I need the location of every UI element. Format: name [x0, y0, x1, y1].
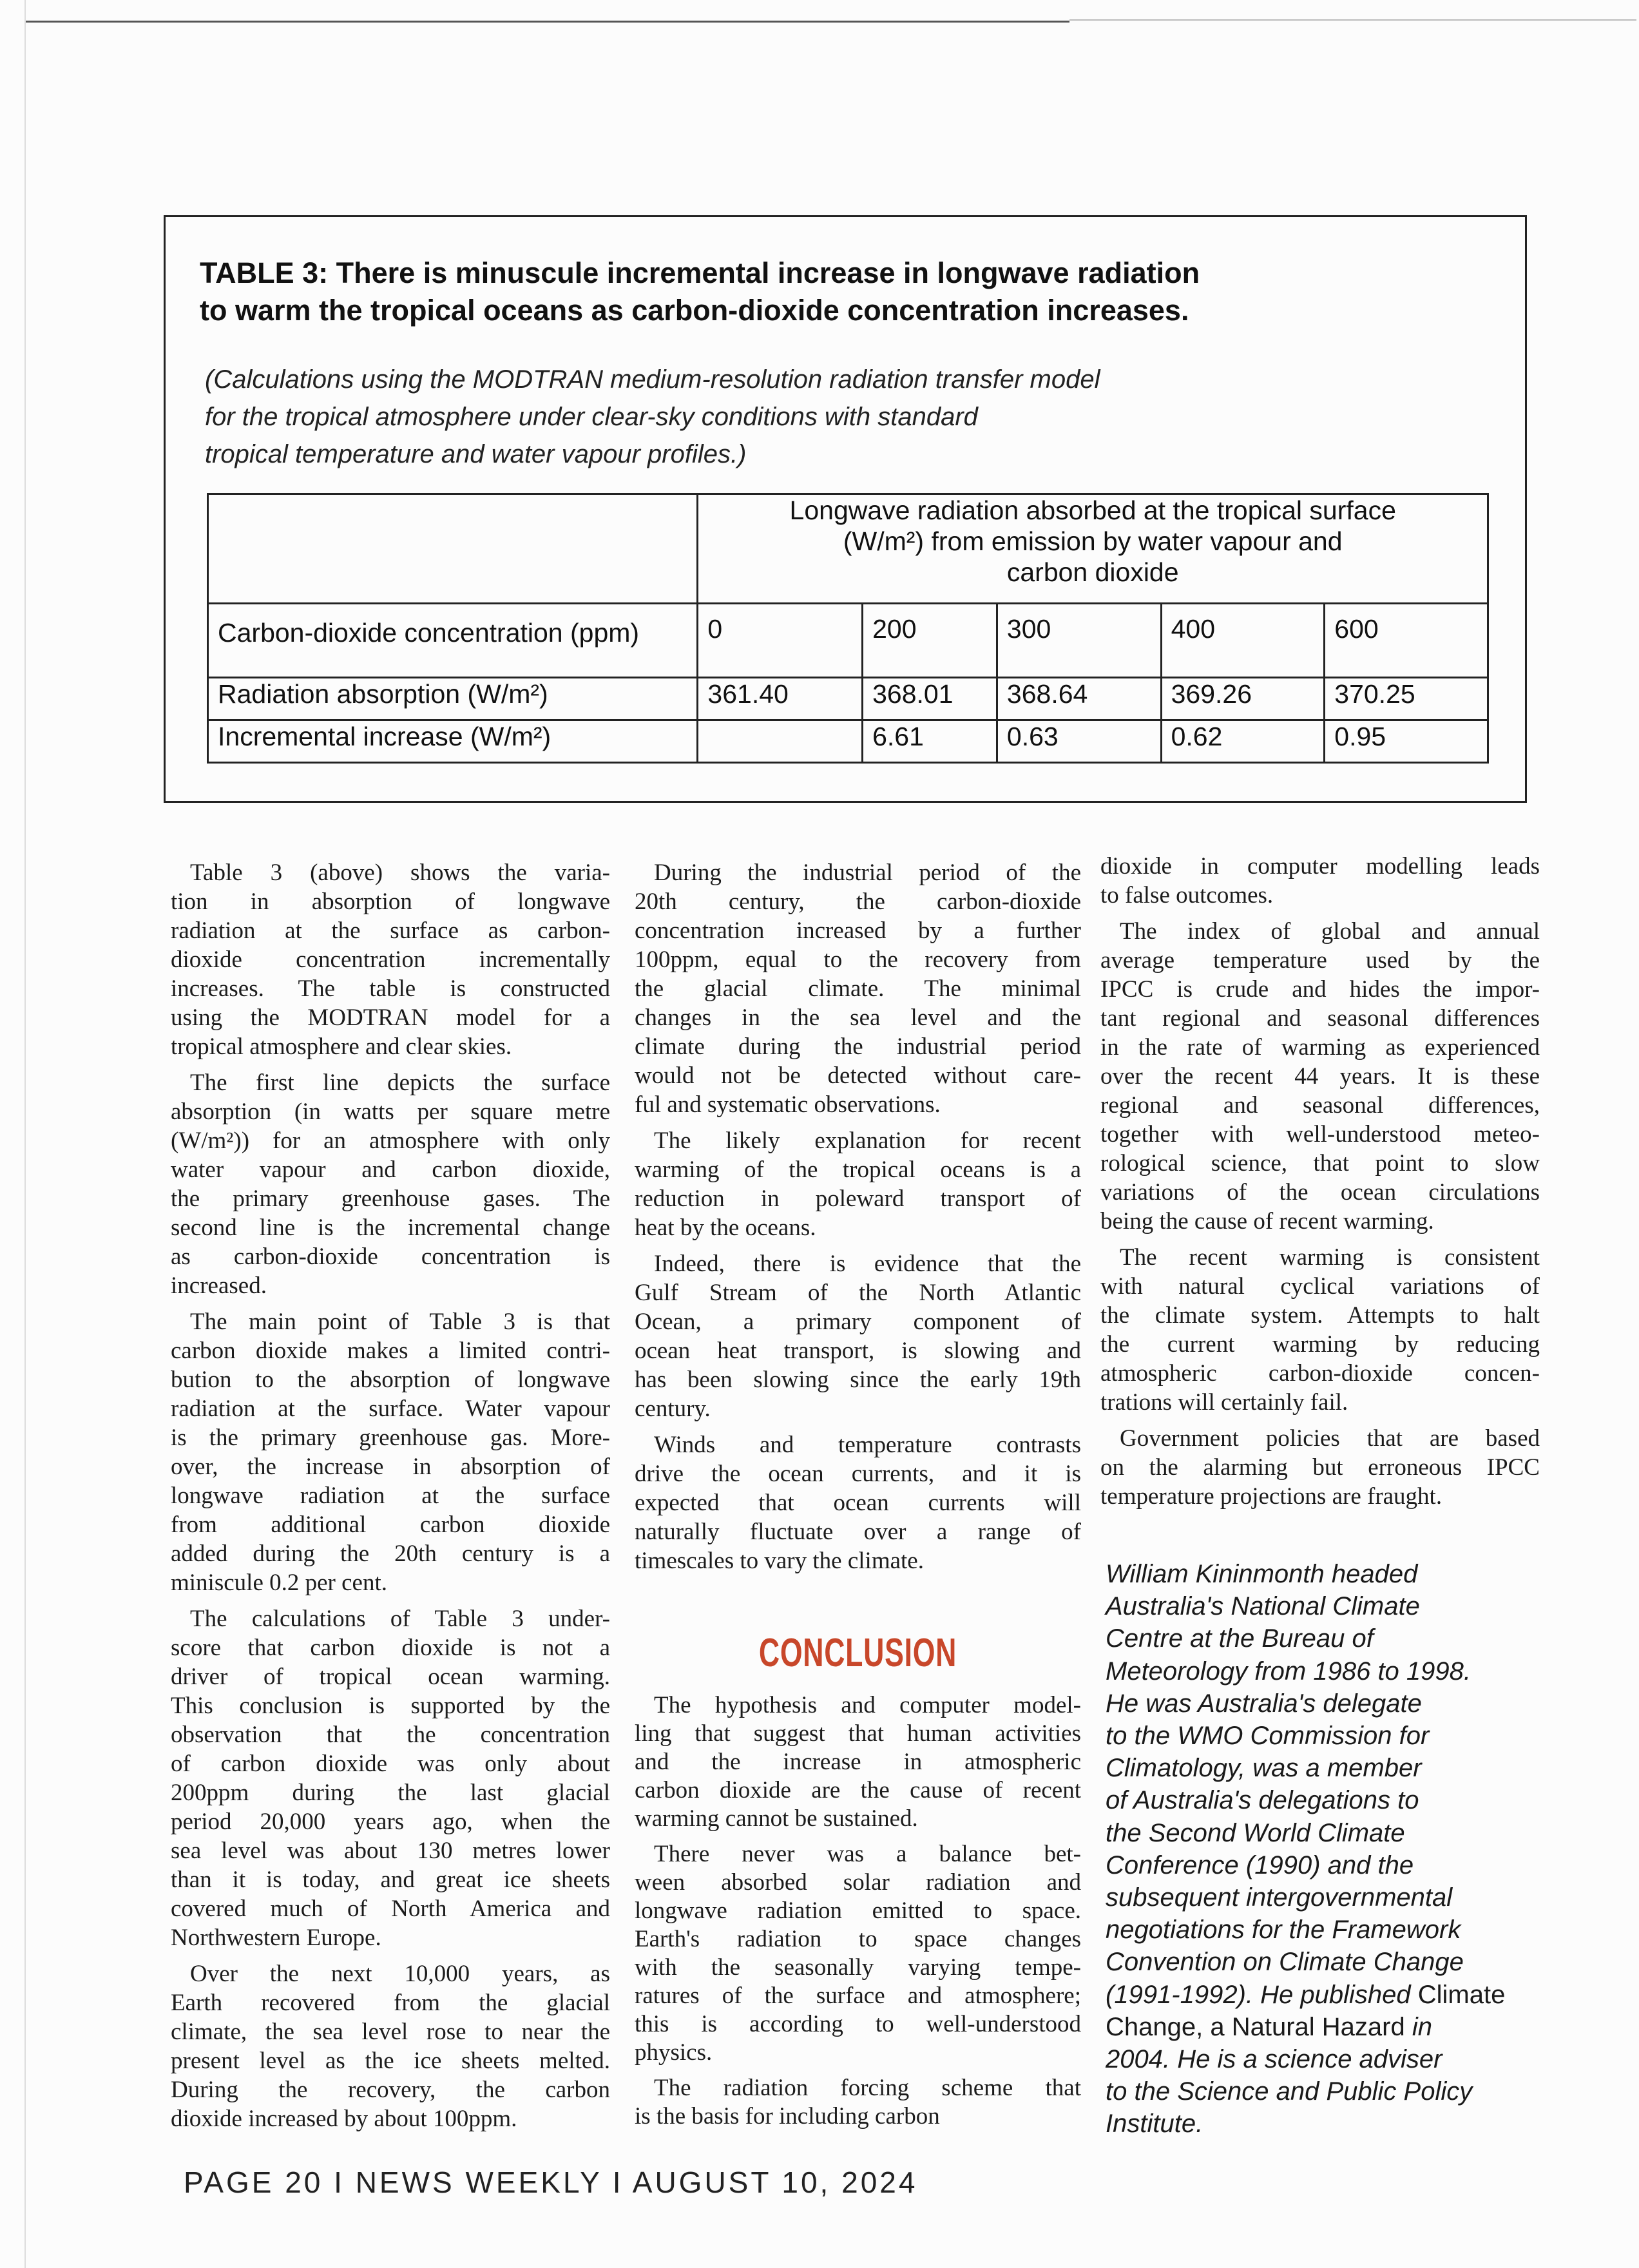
- text-line: period 20,000 years ago, when the: [171, 1809, 610, 1835]
- text-line: tion in absorption of longwave: [171, 889, 610, 915]
- text-line: climate during the industrial period: [635, 1033, 1081, 1060]
- text-line: observation that the concentration: [171, 1722, 610, 1748]
- bio-line: [1106, 1914, 1557, 1946]
- paragraph: [171, 1959, 610, 2133]
- bio-line: [1106, 2075, 1557, 2108]
- author-bio: [1106, 1558, 1557, 2140]
- text-line: the glacial climate. The minimal: [635, 975, 1081, 1002]
- bio-line: [1106, 1590, 1557, 1622]
- cell: 200: [863, 604, 997, 678]
- text-line: to false outcomes.: [1100, 882, 1274, 908]
- text-line: absorption (in watts per square metre: [171, 1099, 610, 1125]
- paragraph: [635, 1840, 1081, 2067]
- text-line: carbon dioxide are the cause of recent: [635, 1777, 1081, 1803]
- text-line: climate, the sea level rose to near the: [171, 2019, 610, 2045]
- table-subtitle-line: for the tropical atmosphere under clear-sky conditions with standard: [205, 403, 978, 431]
- text-line: tant regional and seasonal differences: [1100, 1005, 1540, 1032]
- text-line: this is according to well-understood: [635, 2011, 1081, 2037]
- bio-text: in: [1404, 2012, 1432, 2041]
- text-line: than it is today, and great ice sheets: [171, 1867, 610, 1893]
- text-line: The radiation forcing scheme that: [654, 2075, 1081, 2101]
- text-line: heat by the oceans.: [635, 1215, 816, 1241]
- text-line: atmospheric carbon-dioxide concen-: [1100, 1360, 1540, 1387]
- cell: 0.63: [997, 720, 1161, 763]
- text-line: reduction in poleward transport of: [635, 1186, 1081, 1212]
- text-line: second line is the incremental change: [171, 1215, 610, 1241]
- bio-line: [1106, 1784, 1557, 1816]
- text-line: increases. The table is constructed: [171, 975, 610, 1002]
- bio-text: Conference (1990) and the: [1106, 1850, 1414, 1879]
- article-column-3: [1100, 852, 1540, 1518]
- header-line: carbon dioxide: [1006, 557, 1179, 587]
- paragraph: [171, 858, 610, 1061]
- text-line: warming cannot be sustained.: [635, 1805, 918, 1832]
- text-line: covered much of North America and: [171, 1896, 610, 1922]
- text-line: dioxide in computer modelling leads: [1100, 853, 1540, 879]
- paragraph: [635, 1249, 1081, 1423]
- text-line: naturally fluctuate over a range of: [635, 1519, 1081, 1545]
- table-row: [208, 604, 1488, 678]
- text-line: using the MODTRAN model for a: [171, 1004, 610, 1031]
- text-line: expected that ocean currents will: [635, 1490, 1081, 1516]
- bio-line: [1106, 1622, 1557, 1655]
- text-line: together with well-understood meteo-: [1100, 1121, 1540, 1148]
- text-line: Ocean, a primary component of: [635, 1309, 1081, 1335]
- cell: 0: [698, 604, 863, 678]
- paragraph: [1100, 1243, 1540, 1417]
- cell: 0.95: [1325, 720, 1488, 763]
- text-line: dioxide increased by about 100ppm.: [171, 2106, 517, 2132]
- header-line: Longwave radiation absorbed at the tropical surface: [789, 495, 1396, 525]
- text-line: (W/m²)) for an atmosphere with only: [171, 1128, 610, 1154]
- text-line: tropical atmosphere and clear skies.: [171, 1033, 512, 1060]
- text-line: being the cause of recent warming.: [1100, 1208, 1434, 1235]
- text-line: changes in the sea level and the: [635, 1004, 1081, 1031]
- cell: 368.64: [997, 678, 1161, 720]
- table-row: [208, 720, 1488, 763]
- paragraph: [171, 1604, 610, 1952]
- text-line: ling that suggest that human activities: [635, 1720, 1081, 1747]
- bio-text: the Second World Climate: [1106, 1818, 1405, 1847]
- cell: 600: [1325, 604, 1488, 678]
- text-line: variations of the ocean circulations: [1100, 1179, 1540, 1206]
- text-line: with natural cyclical variations of: [1100, 1273, 1540, 1300]
- text-line: in the rate of warming as experienced: [1100, 1034, 1540, 1061]
- bio-line: [1106, 1817, 1557, 1849]
- bio-text: He was Australia's delegate: [1106, 1689, 1422, 1718]
- table-title: [200, 255, 1200, 329]
- conclusion-heading: CONCLUSION: [758, 1631, 957, 1675]
- cell: 370.25: [1325, 678, 1488, 720]
- bio-text: of Australia's delegations to: [1106, 1786, 1419, 1815]
- table-subtitle: [205, 361, 1100, 473]
- data-table: [207, 493, 1489, 764]
- bio-line: [1106, 2108, 1557, 2140]
- paragraph: [635, 1691, 1081, 1833]
- bio-line: [1106, 2011, 1557, 2043]
- text-line: added during the 20th century is a: [171, 1541, 610, 1567]
- paragraph: [1100, 917, 1540, 1236]
- bio-text: Meteorology from 1986 to 1998.: [1106, 1657, 1471, 1686]
- bio-line: [1106, 1558, 1557, 1590]
- text-line: with the seasonally varying tempe-: [635, 1954, 1081, 1981]
- bio-text: 2004. He is a science adviser: [1106, 2045, 1443, 2074]
- bio-line: [1106, 1720, 1557, 1752]
- cell: 361.40: [698, 678, 863, 720]
- cell: 6.61: [863, 720, 997, 763]
- paragraph: [171, 1068, 610, 1300]
- paragraph: [1100, 852, 1540, 910]
- text-line: The likely explanation for recent: [654, 1128, 1081, 1154]
- text-line: drive the ocean currents, and it is: [635, 1461, 1081, 1487]
- text-line: Northwestern Europe.: [171, 1925, 381, 1951]
- text-line: 20th century, the carbon-dioxide: [635, 889, 1081, 915]
- cell: 400: [1161, 604, 1325, 678]
- text-line: 200ppm during the last glacial: [171, 1780, 610, 1806]
- bio-line: [1106, 1849, 1557, 1881]
- bio-text: Convention on Climate Change: [1106, 1948, 1464, 1977]
- text-line: 100ppm, equal to the recovery from: [635, 947, 1081, 973]
- table-header-row: [208, 494, 1488, 604]
- text-line: warming of the tropical oceans is a: [635, 1157, 1081, 1183]
- text-line: score that carbon dioxide is not a: [171, 1635, 610, 1661]
- text-line: over, the increase in absorption of: [171, 1454, 610, 1480]
- text-line: of carbon dioxide was only about: [171, 1751, 610, 1777]
- text-line: ween absorbed solar radiation and: [635, 1869, 1081, 1896]
- text-line: is the primary greenhouse gas. More-: [171, 1425, 610, 1451]
- text-line: is the basis for including carbon: [635, 2103, 940, 2129]
- text-line: IPCC is crude and hides the impor-: [1100, 976, 1540, 1003]
- bio-text: subsequent intergovernmental: [1106, 1883, 1453, 1912]
- bio-text: William Kininmonth headed: [1106, 1560, 1418, 1588]
- text-line: Over the next 10,000 years, as: [190, 1961, 610, 1987]
- text-line: present level as the ice sheets melted.: [171, 2048, 610, 2074]
- book-title-text: Change, a Natural Hazard: [1106, 2012, 1405, 2041]
- text-line: the climate system. Attempts to halt: [1100, 1302, 1540, 1329]
- bio-text: Climatology, was a member: [1106, 1754, 1422, 1783]
- text-line: Table 3 (above) shows the varia-: [190, 860, 610, 886]
- table-subtitle-line: tropical temperature and water vapour profiles.): [205, 440, 747, 468]
- cell: 300: [997, 604, 1161, 678]
- text-line: as carbon-dioxide concentration is: [171, 1244, 610, 1270]
- table-subtitle-line: (Calculations using the MODTRAN medium-resolution radiation transfer model: [205, 365, 1100, 394]
- text-line: the current warming by reducing: [1100, 1331, 1540, 1358]
- text-line: carbon dioxide makes a limited contri-: [171, 1338, 610, 1364]
- text-line: driver of tropical ocean warming.: [171, 1664, 610, 1690]
- text-line: Winds and temperature contrasts: [654, 1432, 1081, 1458]
- text-line: During the industrial period of the: [654, 860, 1081, 886]
- paragraph: [635, 1126, 1081, 1242]
- bio-line: [1106, 1687, 1557, 1720]
- bio-line: [1106, 1881, 1557, 1914]
- table-title-line: TABLE 3: There is minuscule incremental increase in longwave radiation: [200, 256, 1200, 289]
- text-line: timescales to vary the climate.: [635, 1548, 924, 1574]
- table-title-line: to warm the tropical oceans as carbon-dioxide concentration increases.: [200, 294, 1189, 327]
- text-line: Government policies that are based: [1120, 1425, 1540, 1452]
- page-footer: PAGE 20 I NEWS WEEKLY I AUGUST 10, 2024: [184, 2166, 918, 2199]
- text-line: has been slowing since the early 19th: [635, 1367, 1081, 1393]
- text-line: century.: [635, 1396, 711, 1422]
- text-line: The main point of Table 3 is that: [190, 1309, 610, 1335]
- text-line: ocean heat transport, is slowing and: [635, 1338, 1081, 1364]
- top-rule-faint: [1069, 19, 1636, 21]
- bio-text: to the Science and Public Policy: [1106, 2077, 1473, 2106]
- text-line: physics.: [635, 2039, 713, 2066]
- paragraph: [635, 858, 1081, 1119]
- paragraph: [635, 2074, 1081, 2131]
- row-label: Incremental increase (W/m²): [208, 720, 698, 763]
- text-line: water vapour and carbon dioxide,: [171, 1157, 610, 1183]
- paragraph: [171, 1307, 610, 1597]
- text-line: radiation at the surface. Water vapour: [171, 1396, 610, 1422]
- paragraph: [635, 1430, 1081, 1575]
- text-line: Earth recovered from the glacial: [171, 1990, 610, 2016]
- bio-text: Australia's National Climate: [1106, 1592, 1420, 1621]
- text-line: The first line depicts the surface: [190, 1070, 610, 1096]
- text-line: and the increase in atmospheric: [635, 1749, 1081, 1775]
- text-line: The calculations of Table 3 under-: [190, 1606, 610, 1632]
- text-line: miniscule 0.2 per cent.: [171, 1570, 387, 1596]
- text-line: There never was a balance bet-: [654, 1841, 1081, 1867]
- text-line: dioxide concentration incrementally: [171, 947, 610, 973]
- table-header-cell: [698, 494, 1488, 604]
- cell: 368.01: [863, 678, 997, 720]
- bio-line: [1106, 1752, 1557, 1784]
- header-line: (W/m²) from emission by water vapour and: [843, 526, 1343, 556]
- text-line: longwave radiation emitted to space.: [635, 1898, 1081, 1924]
- article-column-1: [171, 858, 610, 2140]
- cell: 0.62: [1161, 720, 1325, 763]
- text-line: regional and seasonal differences,: [1100, 1092, 1540, 1119]
- text-line: the primary greenhouse gases. The: [171, 1186, 610, 1212]
- text-line: radiation at the surface as carbon-: [171, 918, 610, 944]
- bio-line: [1106, 1946, 1557, 1978]
- text-line: bution to the absorption of longwave: [171, 1367, 610, 1393]
- text-line: The recent warming is consistent: [1120, 1244, 1540, 1271]
- text-line: temperature projections are fraught.: [1100, 1483, 1443, 1510]
- cell: [698, 720, 863, 763]
- text-line: During the recovery, the carbon: [171, 2077, 610, 2103]
- paragraph: [1100, 1424, 1540, 1511]
- bio-text: (1991-1992). He published: [1106, 1980, 1418, 2009]
- text-line: ratures of the surface and atmosphere;: [635, 1983, 1081, 2009]
- text-line: Earth's radiation to space changes: [635, 1926, 1081, 1952]
- text-line: The hypothesis and computer model-: [654, 1692, 1081, 1718]
- row-label: Radiation absorption (W/m²): [208, 678, 698, 720]
- scan-edge: [24, 0, 26, 2268]
- text-line: longwave radiation at the surface: [171, 1483, 610, 1509]
- bio-text: negotiations for the Framework: [1106, 1916, 1461, 1945]
- article-column-2-top: [635, 858, 1081, 1582]
- text-line: trations will certainly fail.: [1100, 1389, 1348, 1416]
- text-line: The index of global and annual: [1120, 918, 1540, 945]
- text-line: Indeed, there is evidence that the: [654, 1251, 1081, 1277]
- row-label: Carbon-dioxide concentration (ppm): [208, 604, 698, 678]
- bio-text: Centre at the Bureau of: [1106, 1624, 1374, 1653]
- text-line: from additional carbon dioxide: [171, 1512, 610, 1538]
- article-column-2-conclusion: [635, 1691, 1081, 2138]
- text-line: concentration increased by a further: [635, 918, 1081, 944]
- text-line: increased.: [171, 1273, 267, 1299]
- text-line: average temperature used by the: [1100, 947, 1540, 974]
- bio-text: to the WMO Commission for: [1106, 1722, 1430, 1751]
- bio-line: [1106, 1655, 1557, 1687]
- text-line: This conclusion is supported by the: [171, 1693, 610, 1719]
- text-line: Gulf Stream of the North Atlantic: [635, 1280, 1081, 1306]
- text-line: over the recent 44 years. It is these: [1100, 1063, 1540, 1090]
- cell: 369.26: [1161, 678, 1325, 720]
- table-row: [208, 678, 1488, 720]
- top-rule: [26, 21, 1069, 23]
- book-title-text: Climate: [1417, 1980, 1506, 2009]
- text-line: would not be detected without care-: [635, 1062, 1081, 1089]
- bio-text: Institute.: [1106, 2109, 1203, 2138]
- text-line: sea level was about 130 metres lower: [171, 1838, 610, 1864]
- text-line: rological science, that point to slow: [1100, 1150, 1540, 1177]
- text-line: ful and systematic observations.: [635, 1091, 941, 1118]
- text-line: on the alarming but erroneous IPCC: [1100, 1454, 1540, 1481]
- bio-line: [1106, 1979, 1557, 2011]
- empty-header-cell: [208, 494, 698, 604]
- bio-line: [1106, 2043, 1557, 2075]
